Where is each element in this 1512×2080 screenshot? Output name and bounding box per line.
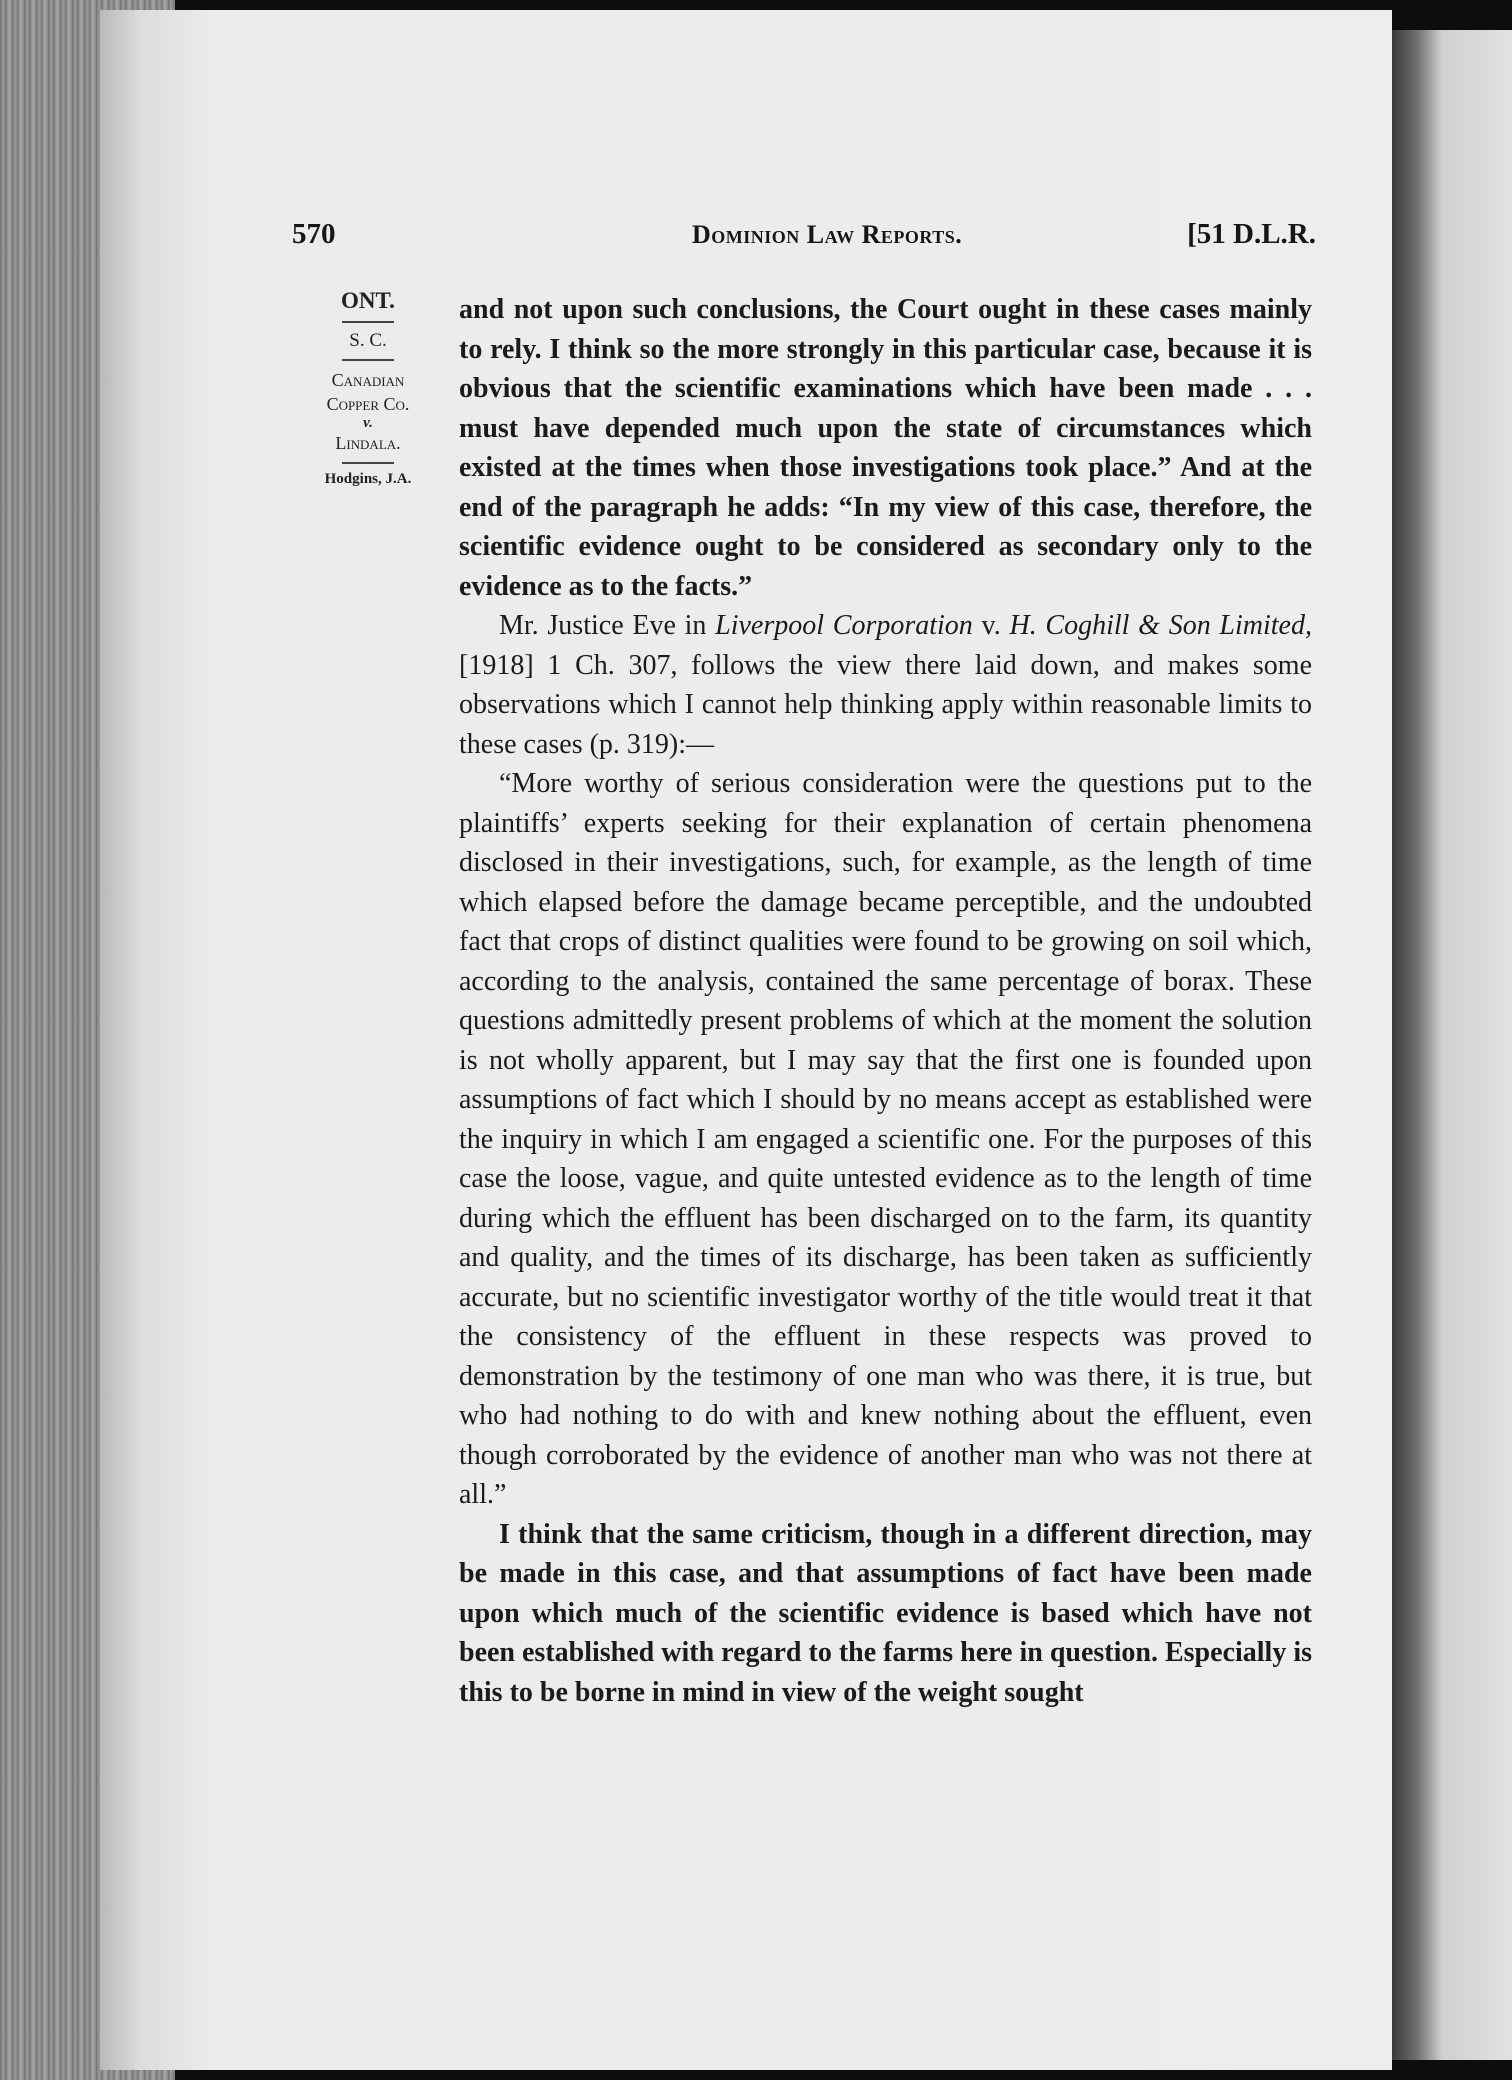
paragraph-2 <box>459 606 1312 764</box>
paragraph-4: I think that the same criticism, though in a different direction, may be made in this case, and that assumptions of fact have been made upon which much of the scientific evidence is based which have not been established with regard to the farms here in question. Especially is this to be borne in mind in view of the weight sought <box>459 1518 1312 1708</box>
paragraph-1: and not upon such conclusions, the Court ought in these cases mainly to rely. I think so the more strongly in this particular case, because it is obvious that the scientific examinations which have been made . . . must have depended much upon the state of circumstances which existed at the times when those investigations took place.” And at the end of the paragraph he adds: “In my view of this case, therefore, the scientific evidence ought to be considered as secondary only to the evidence as to the facts.” <box>459 294 1312 602</box>
versus-label: v. <box>363 415 373 431</box>
facing-page-edge <box>1392 30 1512 2060</box>
division-label: S. C. <box>349 330 387 351</box>
running-header <box>292 218 1316 258</box>
divider <box>342 462 394 464</box>
running-title: Dominion Law Reports. <box>692 220 963 249</box>
party-name: H. Coghill & Son Limited, <box>1009 610 1312 641</box>
page-number: 570 <box>292 218 336 250</box>
case-name: Liverpool Corporation <box>715 610 973 641</box>
quoted-passage: “More worthy of serious consideration were the questions put to the plaintiffs’ experts seeking for their explanation of certain phenomena disclosed in their investigations, such, for example, as the length of time which elapsed before the damage became perceptible, and the undoubted fact that crops of distinct qualities were found to be growing on soil which, according to the analysis, contained the same percentage of borax. These questions admittedly present problems of which at the moment the solution is not wholly apparent, but I may say that the first one is founded upon assumptions of fact which I should by no means accept as established were the inquiry in which I am engaged a scientific one. For the purposes of this case the loose, vague, and quite untested evidence as to the length of time during which the effluent has been discharged on to the farm, its quantity and quality, and the times of its discharge, has been taken as sufficiently accurate, but no scientific investigator worthy of the title would treat it that the consistency of the effluent in these respects was proved to demonstration by the testimony of one man who was there, it is true, but who had nothing to do with and knew nothing about the effluent, even though corroborated by the evidence of another man who was not there at all.” <box>459 768 1312 1510</box>
body-text <box>459 290 1312 1712</box>
party-one-line-1: Canadian <box>331 370 405 390</box>
margin-note <box>298 288 438 488</box>
party-one-line-2: Copper Co. <box>326 394 410 414</box>
court-label: ONT. <box>341 288 395 313</box>
paragraph-2-text-c: [1918] 1 Ch. 307, follows the view there laid down, and makes some observations which I cannot help thinking apply within reasonable limits to these cases (p. 319):— <box>459 649 1312 760</box>
divider <box>342 359 394 361</box>
divider <box>342 321 394 323</box>
judge-name: Hodgins, J.A. <box>324 471 412 487</box>
party-two: Lindala. <box>335 433 401 453</box>
paragraph-2-text-a: Mr. Justice Eve in <box>499 610 716 641</box>
volume-reference: [51 D.L.R. <box>1187 218 1316 250</box>
paragraph-2-text-b: v. <box>972 610 1010 641</box>
